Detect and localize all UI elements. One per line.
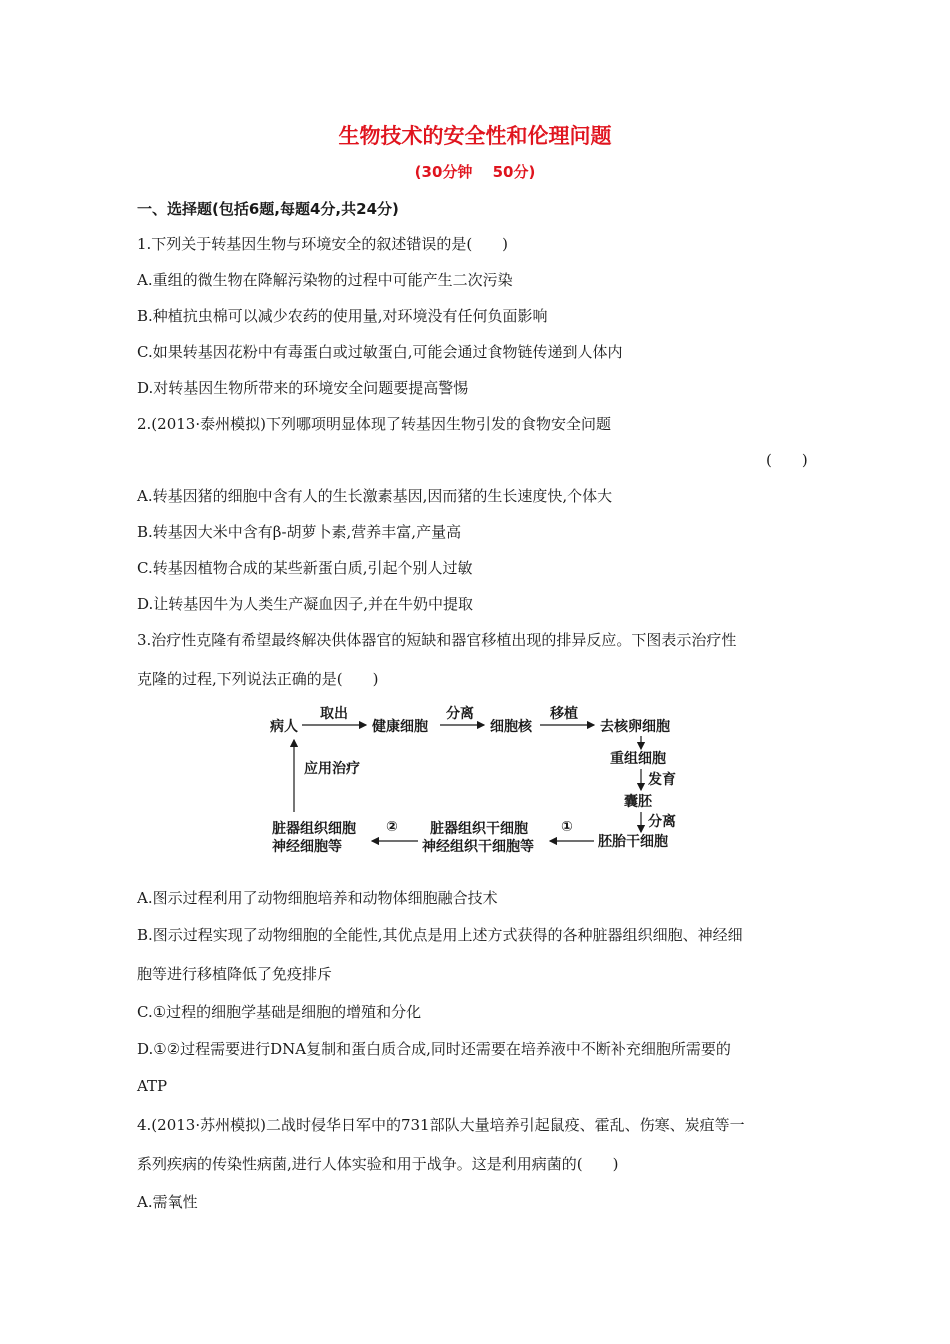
q2-option-d: D.让转基因牛为人类生产凝血因子,并在牛奶中提取 [137,595,474,613]
node-patient: 病人 [270,719,298,735]
q3-option-b-line1: B.图示过程实现了动物细胞的全能性,其优点是用上述方式获得的各种脏器组织细胞、神经细 [137,926,743,944]
node-embryonic-stem-cell: 胚胎干细胞 [598,834,668,850]
label-transplant: 移植 [550,706,578,722]
label-step2: ② [386,819,398,835]
q2-option-c: C.转基因植物合成的某些新蛋白质,引起个别人过敏 [137,559,473,577]
therapeutic-cloning-diagram [268,700,688,860]
node-nucleus: 细胞核 [490,719,532,735]
time-score-subtitle: (30分钟 50分) [414,163,536,181]
label-treatment: 应用治疗 [304,761,360,777]
q2-answer-paren: ( ) [766,451,808,469]
node-tissue-cells-line2: 神经细胞等 [272,839,342,855]
page-title: 生物技术的安全性和伦理问题 [338,124,612,148]
label-extract: 取出 [320,706,348,722]
node-tissue-cells-line1: 脏器组织细胞 [272,821,356,837]
q3-option-a: A.图示过程利用了动物细胞培养和动物体细胞融合技术 [137,889,498,907]
q3-stem-line1: 3.治疗性克隆有希望最终解决供体器官的短缺和器官移植出现的排异反应。下图表示治疗性 [137,631,737,649]
node-stem-cells-line1: 脏器组织干细胞 [430,821,528,837]
q3-stem-line2: 克隆的过程,下列说法正确的是( ) [137,670,379,688]
node-enucleated-egg: 去核卵细胞 [600,719,670,735]
q2-option-a: A.转基因猪的细胞中含有人的生长激素基因,因而猪的生长速度快,个体大 [137,487,613,505]
label-step1: ① [561,819,573,835]
q1-option-c: C.如果转基因花粉中有毒蛋白或过敏蛋白,可能会通过食物链传递到人体内 [137,343,623,361]
q3-option-b-line2: 胞等进行移植降低了免疫排斥 [137,965,333,983]
label-separate: 分离 [446,706,474,722]
q2-option-b: B.转基因大米中含有β-胡萝卜素,营养丰富,产量高 [137,523,462,541]
q4-stem-line1: 4.(2013·苏州模拟)二战时侵华日军中的731部队大量培养引起鼠疫、霍乱、伤寒、炭疽等一 [137,1116,745,1134]
q1-option-b: B.种植抗虫棉可以减少农药的使用量,对环境没有任何负面影响 [137,307,548,325]
q3-option-c: C.①过程的细胞学基础是细胞的增殖和分化 [137,1003,422,1021]
q1-option-a: A.重组的微生物在降解污染物的过程中可能产生二次污染 [137,271,513,289]
node-healthy-cell: 健康细胞 [372,719,428,735]
q1-option-d: D.对转基因生物所带来的环境安全问题要提高警惕 [137,379,469,397]
node-stem-cells-line2: 神经组织干细胞等 [422,839,534,855]
q4-option-a: A.需氧性 [137,1193,198,1211]
q3-option-d-line1: D.①②过程需要进行DNA复制和蛋白质合成,同时还需要在培养液中不断补充细胞所需要的 [137,1040,731,1058]
q1-stem: 1.下列关于转基因生物与环境安全的叙述错误的是( ) [137,235,509,253]
node-blastocyst: 囊胚 [624,794,652,810]
section-heading: 一、选择题(包括6题,每题4分,共24分) [137,200,399,218]
label-develop: 发育 [648,772,676,788]
q2-stem: 2.(2013·泰州模拟)下列哪项明显体现了转基因生物引发的食物安全问题 [137,415,611,433]
q4-stem-line2: 系列疾病的传染性病菌,进行人体实验和用于战争。这是利用病菌的( ) [137,1155,619,1173]
node-recombined-cell: 重组细胞 [610,751,666,767]
q3-option-d-line2: ATP [137,1077,168,1095]
label-separate2: 分离 [648,814,676,830]
